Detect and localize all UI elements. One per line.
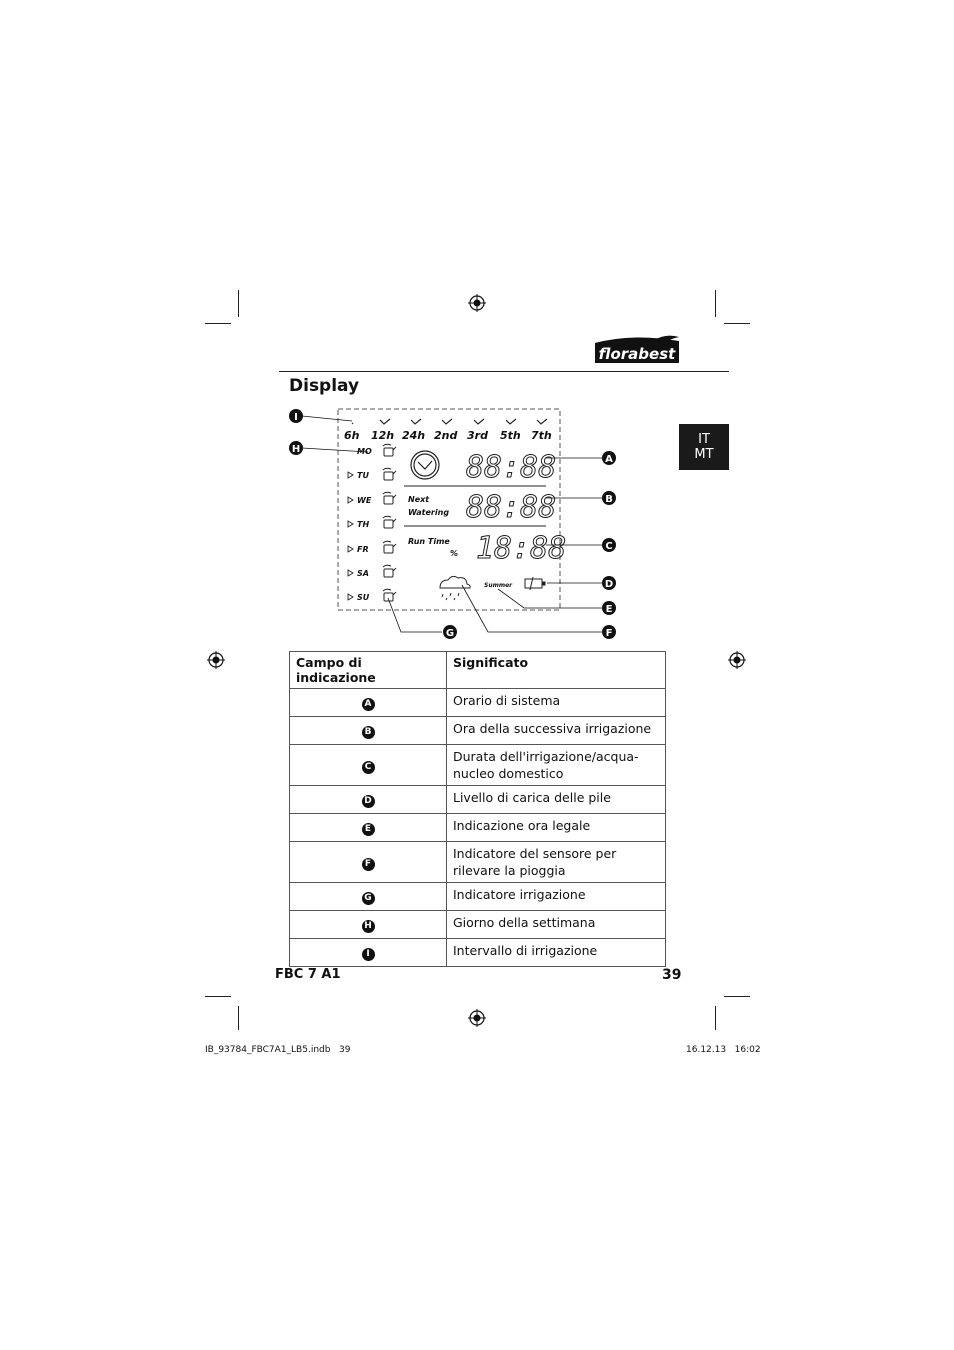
triangle-icon bbox=[348, 594, 353, 600]
run-time-label: Run Time bbox=[408, 537, 450, 546]
display-legend-table bbox=[289, 651, 666, 967]
table-cell: Livello di carica delle pile bbox=[447, 786, 666, 814]
percent-sign: % bbox=[450, 549, 459, 558]
watering-can-icon bbox=[383, 589, 396, 601]
callout-badge-e bbox=[602, 601, 616, 615]
watering-can-icon bbox=[383, 468, 396, 480]
interval-labels bbox=[344, 429, 552, 442]
table-row bbox=[290, 939, 666, 967]
svg-text:F: F bbox=[605, 628, 613, 639]
callout-badge-c bbox=[602, 538, 616, 552]
day-arrows bbox=[348, 472, 353, 600]
day-labels bbox=[357, 447, 372, 602]
table-row bbox=[290, 842, 666, 883]
triangle-icon bbox=[348, 570, 353, 576]
svg-text:C: C bbox=[605, 541, 613, 552]
print-slug-file: IB_93784_FBC7A1_LB5.indb 39 bbox=[205, 1045, 351, 1055]
callout-badge-g bbox=[443, 625, 457, 639]
table-row bbox=[290, 814, 666, 842]
watering-can-icon bbox=[383, 516, 396, 528]
svg-text:A: A bbox=[605, 454, 613, 465]
interval-label: 12h bbox=[371, 429, 395, 442]
table-row bbox=[290, 745, 666, 786]
callout-badge: I bbox=[362, 948, 375, 961]
triangle-icon bbox=[348, 472, 353, 478]
callout-badge: C bbox=[362, 761, 375, 774]
callout-badge-f bbox=[602, 625, 616, 639]
watering-icons bbox=[383, 444, 396, 601]
svg-text:E: E bbox=[605, 604, 613, 615]
table-row bbox=[290, 689, 666, 717]
table-header-row bbox=[290, 652, 666, 689]
check-icon bbox=[411, 419, 421, 424]
svg-text:D: D bbox=[604, 579, 614, 590]
day-label: SA bbox=[357, 569, 369, 578]
model-number: FBC 7 A1 bbox=[275, 967, 341, 982]
callout-badge: F bbox=[362, 858, 375, 871]
language-code: MT bbox=[694, 447, 714, 462]
check-icon bbox=[442, 419, 452, 424]
day-label: TH bbox=[357, 520, 370, 529]
interval-label: 2nd bbox=[434, 429, 458, 442]
callout-badge: H bbox=[362, 920, 375, 933]
triangle-icon bbox=[348, 497, 353, 503]
table-cell: Giorno della settimana bbox=[447, 911, 666, 939]
next-watering-label: Next bbox=[408, 495, 430, 504]
check-icon bbox=[506, 419, 516, 424]
callout-badge: A bbox=[362, 698, 375, 711]
run-time-digits: 18:88 bbox=[476, 531, 567, 566]
check-icon bbox=[380, 419, 390, 424]
table-header: Significato bbox=[447, 652, 666, 689]
interval-label: 3rd bbox=[467, 429, 488, 442]
interval-checkmarks bbox=[352, 419, 547, 424]
table-cell: Orario di sistema bbox=[447, 689, 666, 717]
table-cell: Indicatore del sensore per rilevare la pioggia bbox=[447, 842, 666, 883]
callout-badge-i bbox=[289, 409, 303, 423]
day-label: WE bbox=[357, 496, 372, 505]
callout-badge: G bbox=[362, 892, 375, 905]
callout-badge-a bbox=[602, 451, 616, 465]
callout-badge-b bbox=[602, 491, 616, 505]
table-cell: Durata dell'irrigazione/acqua-nucleo domestico bbox=[447, 745, 666, 786]
interval-label: 24h bbox=[402, 429, 426, 442]
callout-badge: D bbox=[362, 795, 375, 808]
table-row bbox=[290, 717, 666, 745]
next-watering-digits: 88:88 bbox=[466, 490, 557, 525]
callout-badge-h bbox=[289, 441, 303, 455]
day-label: TU bbox=[357, 471, 369, 480]
day-label: MO bbox=[357, 447, 372, 456]
brand-logo-text: florabest bbox=[598, 345, 676, 363]
watering-can-icon bbox=[383, 541, 396, 553]
watering-can-icon bbox=[383, 565, 396, 577]
interval-label: 6h bbox=[344, 429, 360, 442]
rain-cloud-icon bbox=[440, 576, 470, 600]
print-slug-datetime: 16.12.13 16:02 bbox=[686, 1045, 761, 1055]
clock-digits: 88:88 bbox=[466, 450, 557, 485]
callout-lines bbox=[302, 416, 602, 632]
triangle-icon bbox=[348, 521, 353, 527]
svg-text:H: H bbox=[291, 444, 301, 455]
callout-badge: B bbox=[362, 726, 375, 739]
table-cell: Intervallo di irrigazione bbox=[447, 939, 666, 967]
table-header: Campo di indicazione bbox=[290, 652, 447, 689]
table-row bbox=[290, 911, 666, 939]
table-row bbox=[290, 786, 666, 814]
next-watering-label: Watering bbox=[408, 508, 450, 517]
interval-label: 5th bbox=[500, 429, 521, 442]
page-title: Display bbox=[289, 376, 360, 396]
battery-icon bbox=[525, 577, 545, 590]
triangle-icon bbox=[348, 546, 353, 552]
clock-icon bbox=[411, 451, 439, 479]
svg-text:B: B bbox=[605, 494, 613, 505]
day-label: FR bbox=[357, 545, 369, 554]
table-row bbox=[290, 883, 666, 911]
svg-text:G: G bbox=[445, 628, 455, 639]
language-code: IT bbox=[698, 432, 710, 447]
table-cell: Indicatore irrigazione bbox=[447, 883, 666, 911]
svg-text:I: I bbox=[294, 412, 298, 423]
watering-can-icon bbox=[383, 492, 396, 504]
day-label: SU bbox=[357, 593, 370, 602]
table-cell: Indicazione ora legale bbox=[447, 814, 666, 842]
callout-badge-d bbox=[602, 576, 616, 590]
dot-icon bbox=[352, 423, 353, 424]
callout-badge: E bbox=[362, 823, 375, 836]
table-cell: Ora della successiva irrigazione bbox=[447, 717, 666, 745]
page-number: 39 bbox=[662, 967, 682, 983]
watering-can-icon bbox=[383, 444, 396, 456]
check-icon bbox=[474, 419, 484, 424]
summer-label: Summer bbox=[484, 582, 513, 589]
check-icon bbox=[537, 419, 547, 424]
interval-label: 7th bbox=[531, 429, 552, 442]
